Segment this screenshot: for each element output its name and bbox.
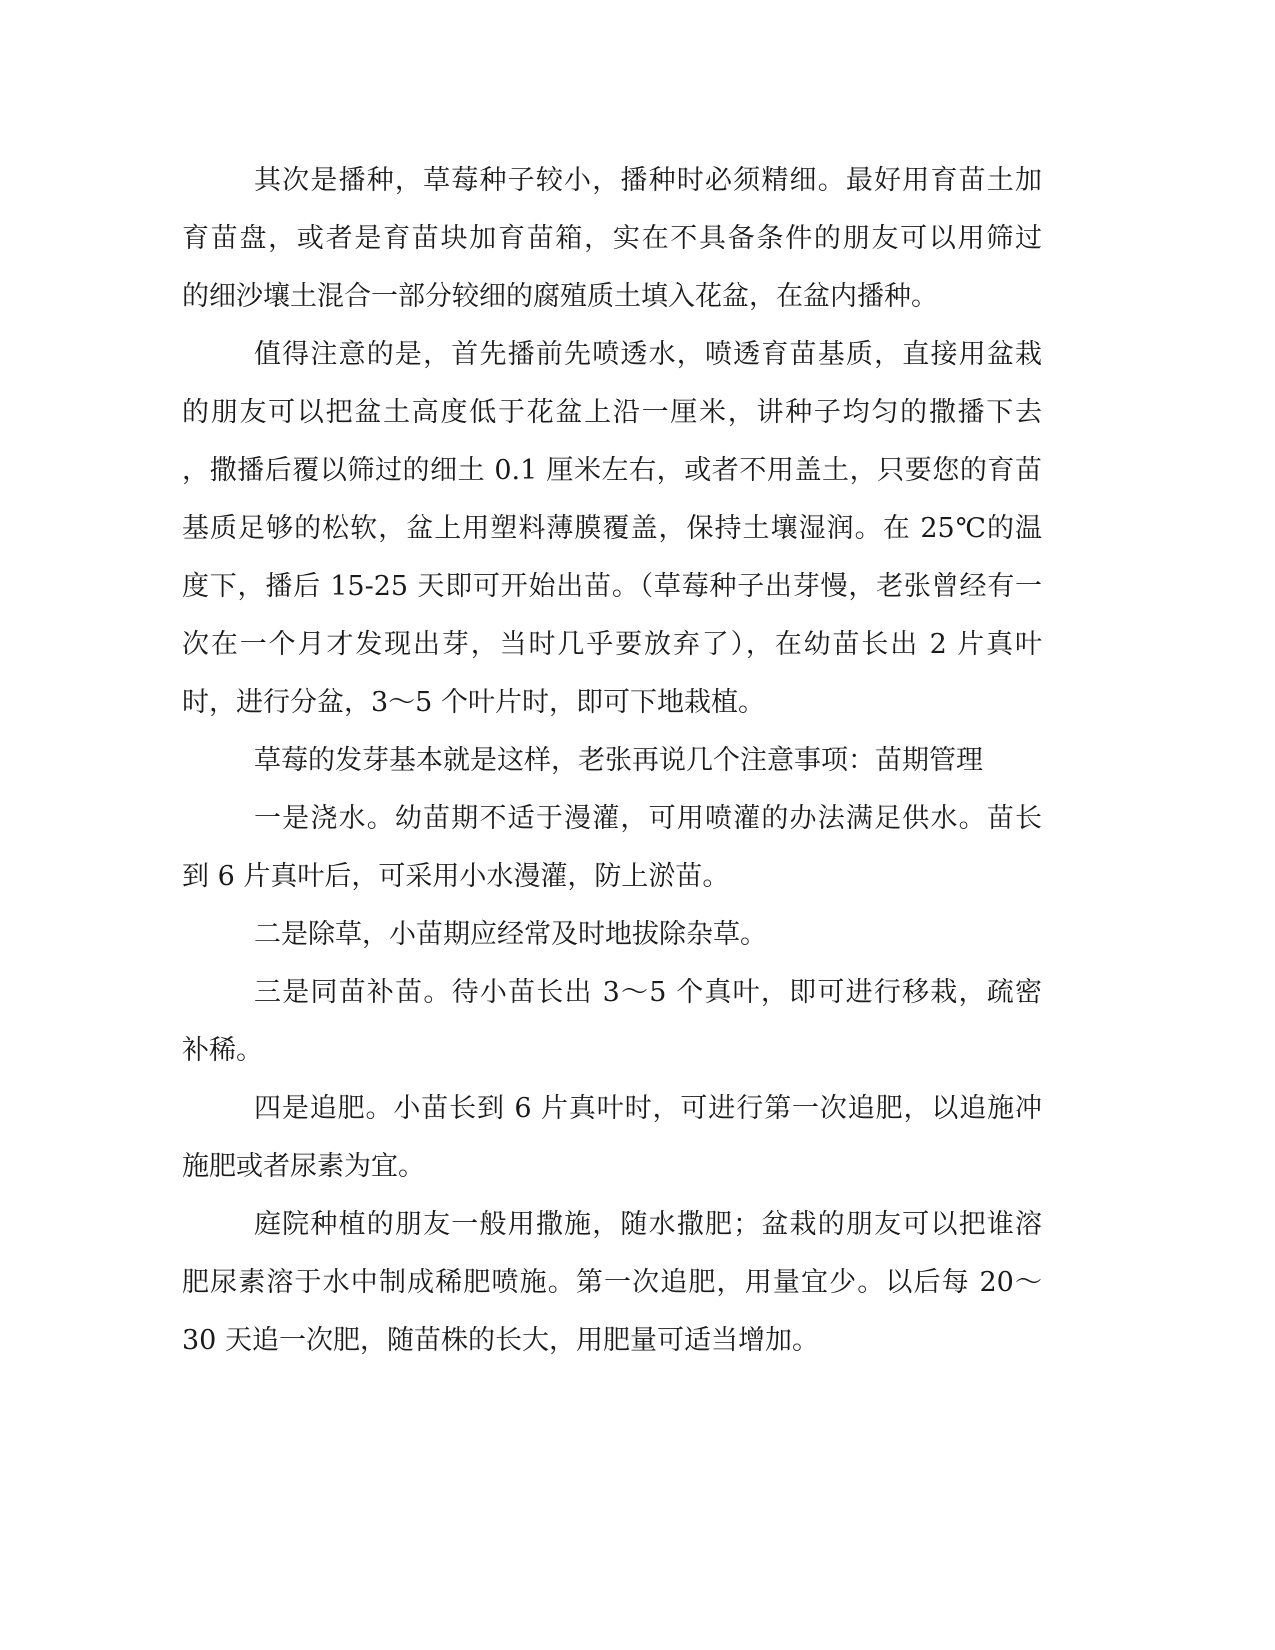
text-line: 四是追肥。小苗长到 6 片真叶时，可进行第一次追肥，以追施冲 (254, 1093, 1042, 1124)
text-line: 三是同苗补苗。待小苗长出 3～5 个真叶，即可进行移栽，疏密 (254, 977, 1042, 1008)
text-line: 补稀。 (182, 1035, 263, 1066)
text-line: 其次是播种，草莓种子较小，播种时必须精细。最好用育苗土加 (254, 165, 1042, 196)
text-line: ，撒播后覆以筛过的细土 0.1 厘米左右，或者不用盖土，只要您的育苗 (182, 455, 1042, 486)
text-line: 度下，播后 15-25 天即可开始出苗。（草莓种子出芽慢，老张曾经有一 (182, 571, 1042, 602)
text-line: 时，进行分盆，3～5 个叶片时，即可下地栽植。 (182, 687, 765, 718)
text-line: 肥尿素溶于水中制成稀肥喷施。第一次追肥，用量宜少。以后每 20～ (182, 1267, 1042, 1298)
text-line: 基质足够的松软，盆上用塑料薄膜覆盖，保持土壤湿润。在 25℃的温 (182, 513, 1042, 544)
text-line: 到 6 片真叶后，可采用小水漫灌，防上淤苗。 (182, 861, 730, 892)
text-line: 二是除草，小苗期应经常及时地拔除杂草。 (254, 919, 767, 950)
text-line: 施肥或者尿素为宜。 (182, 1151, 425, 1182)
text-line: 30 天追一次肥，随苗株的长大，用肥量可适当增加。 (182, 1325, 819, 1356)
text-line: 育苗盘，或者是育苗块加育苗箱，实在不具备条件的朋友可以用筛过 (182, 223, 1042, 254)
text-line: 次在一个月才发现出芽，当时几乎要放弃了），在幼苗长出 2 片真叶 (182, 629, 1042, 660)
text-line: 草莓的发芽基本就是这样，老张再说几个注意事项：苗期管理 (254, 745, 983, 776)
text-line: 一是浇水。幼苗期不适于漫灌，可用喷灌的办法满足供水。苗长 (254, 803, 1042, 834)
text-line: 的细沙壤土混合一部分较细的腐殖质土填入花盆，在盆内播种。 (182, 281, 938, 312)
text-line: 庭院种植的朋友一般用撒施，随水撒肥；盆栽的朋友可以把谁溶 (254, 1209, 1042, 1240)
text-line: 的朋友可以把盆土高度低于花盆上沿一厘米，讲种子均匀的撒播下去 (182, 397, 1042, 428)
text-line: 值得注意的是，首先播前先喷透水，喷透育苗基质，直接用盆栽 (254, 339, 1042, 370)
